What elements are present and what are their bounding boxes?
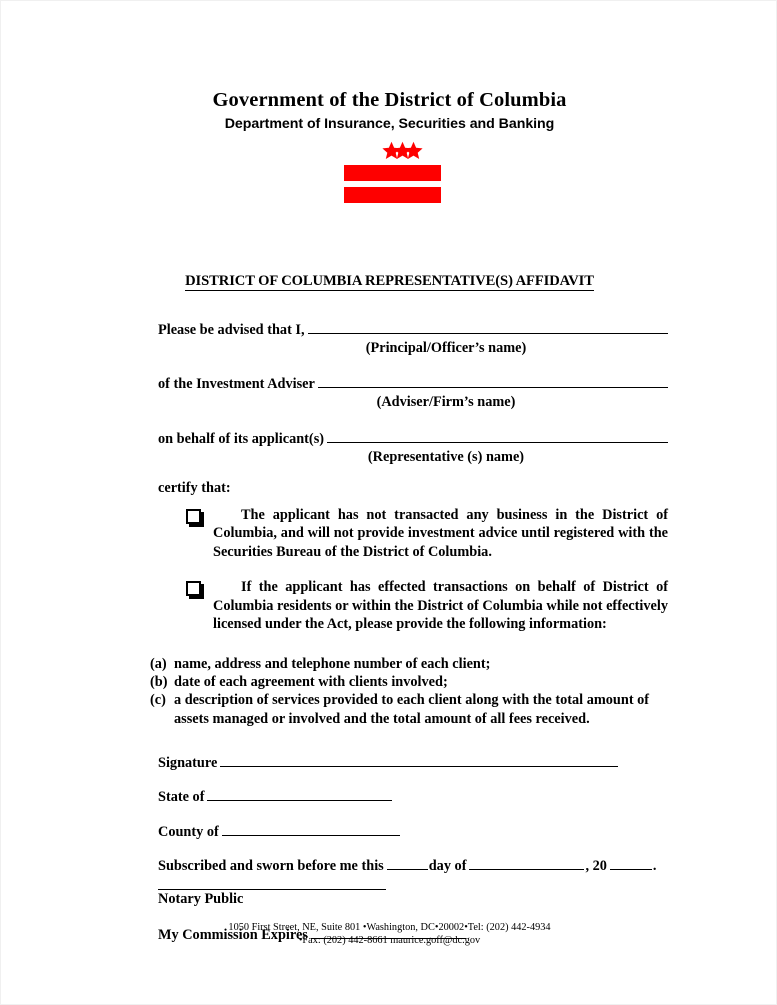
sworn-year-input[interactable]	[610, 856, 652, 871]
organization-title: Government of the District of Columbia	[212, 89, 567, 111]
signature-label: Signature	[158, 754, 218, 771]
form-body	[150, 319, 668, 959]
footer-contact-line: •Fax: (202) 442-8661 maurice.goff@dc.gov	[298, 935, 481, 947]
field-representative-caption: (Representative (s) name)	[367, 448, 525, 465]
sworn-mid-label: day of	[428, 858, 467, 875]
list-item-text: a description of services provided to each client along with the total amount of assets managed or involved and the total amount of all fees received.	[174, 692, 650, 727]
field-principal-input[interactable]	[308, 319, 668, 334]
list-item-text: date of each agreement with clients involved;	[174, 674, 448, 691]
required-information-list	[150, 655, 668, 728]
field-representative-label: on behalf of its applicant(s)	[158, 430, 325, 447]
flag-bar-upper	[344, 165, 441, 181]
field-adviser-row	[158, 374, 668, 394]
list-item-marker: (b)	[150, 674, 168, 691]
signature-input[interactable]	[220, 752, 618, 767]
flag-stars-group	[344, 141, 441, 160]
list-item	[150, 655, 668, 673]
department-title: Department of Insurance, Securities and Banking	[224, 115, 555, 132]
document-footer	[1, 921, 777, 947]
certification-option-1-text: The applicant has not transacted any business in the District of Columbia, and will not provide investment advice until registered with the Securities Bureau of the District of Columbia.	[213, 506, 668, 560]
flag-bar-lower	[344, 187, 441, 203]
certification-option-2[interactable]	[158, 578, 668, 634]
county-input[interactable]	[222, 821, 400, 836]
field-principal-label: Please be advised that I,	[158, 321, 305, 338]
field-representative-row	[158, 428, 668, 448]
signature-block	[158, 752, 668, 944]
commission-label: My Commission Expires	[158, 927, 308, 944]
sworn-suffix-label: .	[652, 858, 657, 875]
document-header	[1, 89, 777, 132]
checkbox-option-2[interactable]	[186, 581, 201, 596]
list-item-marker: (c)	[150, 692, 166, 709]
list-item	[150, 691, 668, 728]
certification-option-2-text: If the applicant has effected transactions on behalf of District of Columbia residents or within the District of Columbia while not effectively licensed under the Act, please provide the following information:	[213, 579, 668, 633]
state-label: State of	[158, 789, 205, 806]
notary-public-label: Notary Public	[158, 891, 244, 908]
page-title	[1, 273, 777, 290]
certify-label: certify that:	[158, 479, 231, 496]
field-principal-caption: (Principal/Officer’s name)	[365, 339, 527, 356]
list-item	[150, 673, 668, 691]
list-item-marker: (a)	[150, 655, 167, 672]
signature-row	[158, 752, 668, 772]
checkbox-option-1[interactable]	[186, 509, 201, 524]
county-row	[158, 821, 668, 841]
sworn-prefix-label: Subscribed and sworn before me this	[158, 858, 384, 875]
sworn-day-input[interactable]	[387, 856, 428, 871]
list-item-text: name, address and telephone number of each client;	[174, 655, 491, 672]
dc-flag-graphic	[344, 141, 441, 203]
sworn-month-input[interactable]	[469, 856, 584, 871]
certification-option-1[interactable]	[158, 506, 668, 562]
field-adviser-label: of the Investment Adviser	[158, 376, 315, 393]
field-adviser-caption: (Adviser/Firm’s name)	[376, 394, 516, 411]
state-row	[158, 787, 668, 807]
county-label: County of	[158, 823, 219, 840]
field-principal-row	[158, 319, 668, 339]
footer-address-line: 1050 First Street, NE, Suite 801 •Washington, DC•20002•Tel: (202) 442-4934	[228, 922, 551, 933]
page-title-text: DISTRICT OF COLUMBIA REPRESENTATIVE(S) AFFIDAVIT	[185, 273, 594, 289]
sworn-year-prefix-label: , 20	[585, 858, 607, 875]
field-adviser-input[interactable]	[318, 374, 668, 389]
state-input[interactable]	[207, 787, 392, 802]
field-representative-input[interactable]	[327, 428, 668, 443]
sworn-row	[158, 856, 668, 876]
notary-signature-input[interactable]	[158, 878, 386, 890]
